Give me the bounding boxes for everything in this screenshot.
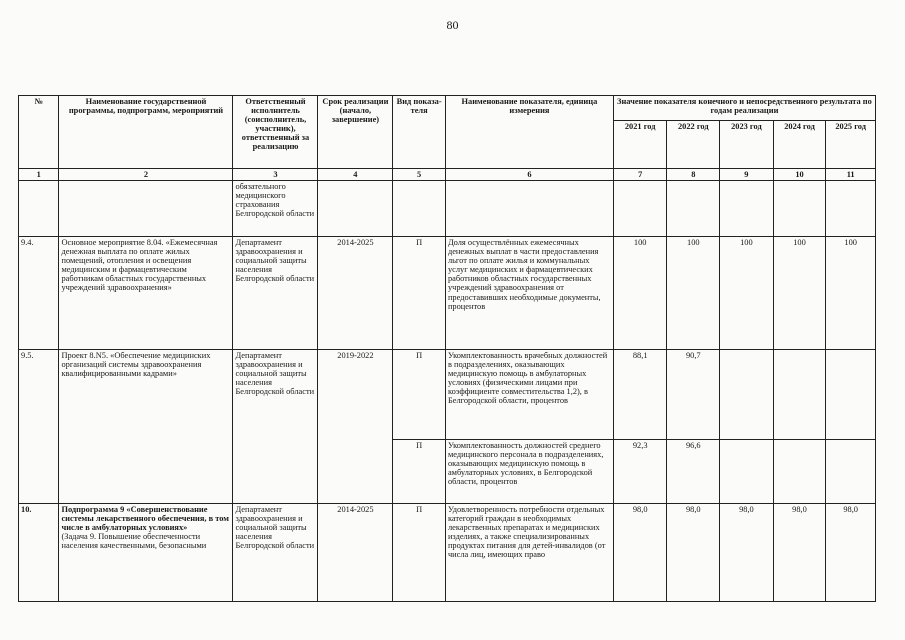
header-no: № (19, 96, 59, 169)
value-cell (667, 181, 720, 237)
row-no-cell (19, 181, 59, 237)
row-name-cell: Основное мероприятие 8.04. «Ежемесячная денежная выплата по оплате жилых помещений, отопления и освещения медицинским и фармацевтическим работникам областных государственных учреждений здравоохранения» (59, 237, 233, 350)
row-name-cell (59, 504, 233, 602)
table-row (19, 237, 876, 350)
value-cell: 98,0 (667, 504, 720, 602)
value-cell (613, 181, 667, 237)
subprogram-task: (Задача 9. Повышение обеспеченности населения качественными, безопасными (61, 532, 207, 551)
col-number: 11 (826, 169, 876, 181)
row-term-cell: 2019-2022 (318, 350, 393, 504)
value-cell (826, 350, 876, 440)
col-number: 1 (19, 169, 59, 181)
value-cell (826, 440, 876, 504)
header-name: Наименование государственной программы, подпрограмм, мероприятий (59, 96, 233, 169)
header-year-2021: 2021 год (613, 121, 667, 169)
col-number: 7 (613, 169, 667, 181)
value-cell: 88,1 (613, 350, 667, 440)
value-cell: 98,0 (720, 504, 774, 602)
row-kind-cell: П (393, 504, 446, 602)
row-responsible-cell: Департамент здравоохранения и социальной защиты населения Белгородской области (233, 237, 318, 350)
row-no-cell: 9.4. (19, 237, 59, 350)
row-term-cell (318, 181, 393, 237)
value-cell (720, 350, 774, 440)
header-kind: Вид показа-теля (393, 96, 446, 169)
row-term-cell: 2014-2025 (318, 504, 393, 602)
header-term: Срок реализации (начало, завершение) (318, 96, 393, 169)
row-indicator-cell: Укомплектованность должностей среднего медицинского персонала в подразделениях, оказывающих медицинскую помощь в амбулаторных условиях, в Белгородской области, процентов (445, 440, 613, 504)
value-cell: 98,0 (826, 504, 876, 602)
value-cell: 100 (667, 237, 720, 350)
row-name-cell: Проект 8.N5. «Обеспечение медицинских организаций системы здравоохранения квалифицированными кадрами» (59, 350, 233, 504)
value-cell (773, 181, 826, 237)
row-no-cell: 10. (19, 504, 59, 602)
table-row (19, 504, 876, 602)
col-number: 4 (318, 169, 393, 181)
value-cell (773, 440, 826, 504)
row-indicator-cell (445, 181, 613, 237)
table-row (19, 350, 876, 440)
header-year-2024: 2024 год (773, 121, 826, 169)
value-cell: 100 (826, 237, 876, 350)
row-kind-cell: П (393, 237, 446, 350)
value-cell: 92,3 (613, 440, 667, 504)
row-indicator-cell: Удовлетворенность потребности отдельных категорий граждан в необходимых лекарственных препаратах и медицинских изделиях, а также специализированных продуктах питания для детей-инвалидов (от числа лиц, имеющих право (445, 504, 613, 602)
row-name-cell (59, 181, 233, 237)
col-number: 3 (233, 169, 318, 181)
row-term-cell: 2014-2025 (318, 237, 393, 350)
value-cell: 100 (613, 237, 667, 350)
row-indicator-cell: Доля осуществлённых ежемесячных денежных выплат в части предоставления льгот по оплате жилья и коммунальных услуг медицинских и фармацевтических работников областных государственных учреждений здравоохранения от предоставивших необходимые документы, процентов (445, 237, 613, 350)
page-number: 80 (446, 18, 459, 32)
row-kind-cell: П (393, 350, 446, 440)
col-number: 6 (445, 169, 613, 181)
value-cell: 90,7 (667, 350, 720, 440)
value-cell (773, 350, 826, 440)
value-cell: 96,6 (667, 440, 720, 504)
col-number: 8 (667, 169, 720, 181)
indicators-table (18, 95, 876, 602)
row-responsible-cell: Департамент здравоохранения и социальной защиты населения Белгородской области (233, 504, 318, 602)
value-cell: 100 (720, 237, 774, 350)
header-responsible: Ответственный исполнитель (соисполнитель, участник), ответственный за реализацию (233, 96, 318, 169)
row-no-cell: 9.5. (19, 350, 59, 504)
value-cell: 100 (773, 237, 826, 350)
value-cell (826, 181, 876, 237)
col-number: 5 (393, 169, 446, 181)
col-number: 10 (773, 169, 826, 181)
table-row (19, 181, 876, 237)
subprogram-title: Подпрограмма 9 «Совершенствование системы лекарственного обеспечения, в том числе в амбулаторных условиях» (61, 505, 229, 533)
header-year-2023: 2023 год (720, 121, 774, 169)
header-year-2025: 2025 год (826, 121, 876, 169)
header-values-group: Значение показателя конечного и непосредственного результата по годам реализации (613, 96, 875, 121)
row-kind-cell (393, 181, 446, 237)
header-year-2022: 2022 год (667, 121, 720, 169)
col-number: 2 (59, 169, 233, 181)
value-cell: 98,0 (613, 504, 667, 602)
value-cell: 98,0 (773, 504, 826, 602)
header-indicator: Наименование показателя, единица измерения (445, 96, 613, 169)
row-responsible-cell: обязательного медицинского страхования Белгородской области (233, 181, 318, 237)
row-indicator-cell: Укомплектованность врачебных должностей в подразделениях, оказывающих медицинскую помощь в амбулаторных условиях (физическими лицами при коэффициенте совместительства 1,2), в Белгородской области, процентов (445, 350, 613, 440)
col-number: 9 (720, 169, 774, 181)
row-kind-cell: П (393, 440, 446, 504)
value-cell (720, 440, 774, 504)
value-cell (720, 181, 774, 237)
row-responsible-cell: Департамент здравоохранения и социальной защиты населения Белгородской области (233, 350, 318, 504)
